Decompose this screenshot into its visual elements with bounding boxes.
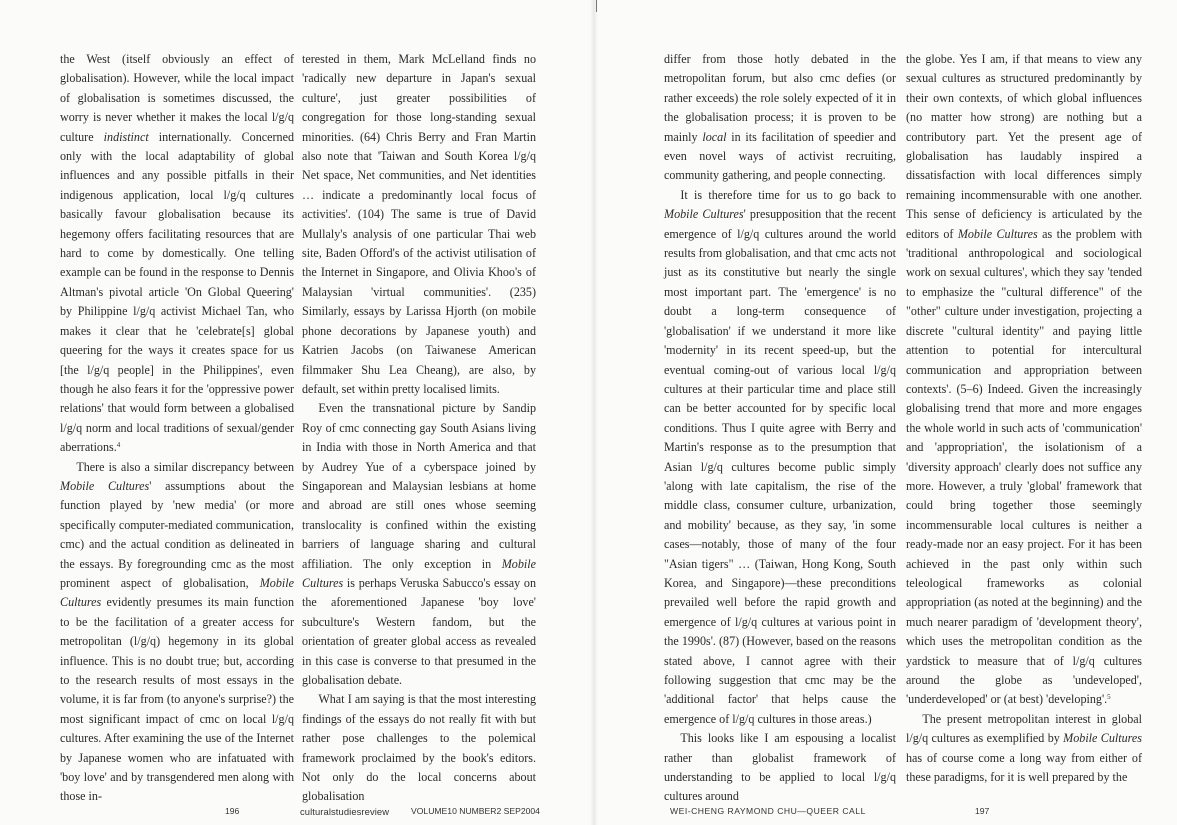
- paragraph: [302, 50, 536, 399]
- text-run: the West (itself obviously an effect of globalisation). However, while the local impact of globalisation is sometimes discussed, the worry is never whether it makes the local l/g/q culture: [60, 52, 294, 144]
- journal-issue: VOLUME10 NUMBER2 SEP2004: [411, 806, 540, 816]
- paragraph: [664, 729, 896, 807]
- text-run: has of course come a long way from either of these paradigms, for it is well prepared by the: [906, 750, 1142, 785]
- text-run: It is therefore time for us to go back to: [680, 187, 896, 202]
- text-run: ' presupposition that the recent emergence of l/g/q cultures around the world results from globalisation, and that cmc acts not just as its constitutive but nearly the single most important part. The 'emergence' is no doubt a long-term consequence of 'globalisation' if we understand it more like 'modernity' in its recent speed-up, but the eventual coming-out of various local l/g/q cultures at their particular time and place still can be better accounted for by specific local conditions. Thus I quite agree with Berry and Martin's response as to the presumption that Asian l/g/q cultures become public simply 'along with late capitalism, the rise of the middle class, consumer culture, urbanization, and mobility' because, as they say, 'in some cases—notably, those of many of the four "Asian tigers" … (Taiwan, Hong Kong, South Korea, and Singapore)—these preconditions prevailed well before the rapid growth and emergence of l/g/q cultures at various point in the 1990s'. (87) (However, based on the reasons stated above, I cannot agree with their following suggestion that cmc may be the 'additional factor' that helps cause the emergence of l/g/q cultures in those areas.): [664, 207, 896, 726]
- paragraph: [906, 710, 1142, 788]
- paragraph: [60, 458, 294, 807]
- text-run: is perhaps Veruska Sabucco's essay on the aforementioned Japanese 'boy love' subculture's Western fandom, but the orientation of greater global access as revealed in this case is converse to that presumed in the globalisation debate.: [302, 575, 536, 687]
- paragraph: [302, 690, 536, 806]
- left-page-column-1: [60, 50, 294, 807]
- text-run: differ from those hotly debated in the metropolitan forum, but also cmc defies (or rather exceeds) the role solely expected of it in the globalisation process; it is proven to be mainly: [664, 52, 896, 144]
- footnote-marker: 4: [116, 441, 121, 450]
- page-number: 196: [225, 806, 240, 816]
- italic-text: local: [702, 129, 727, 144]
- italic-text: Mobile Cultures: [664, 207, 744, 222]
- text-run: There is also a similar discrepancy between: [76, 459, 294, 474]
- italic-text: indistinct: [103, 129, 149, 144]
- italic-text: Mobile Cultures: [1063, 731, 1142, 746]
- footnote-marker: 5: [1107, 693, 1111, 702]
- text-run: What I am saying is that the most interesting findings of the essays do not really fit with but rather pose challenges to the polemical framework proclaimed by the book's editors. Not only do the local concerns about globalisation: [302, 692, 536, 804]
- italic-text: Mobile Cultures: [957, 226, 1038, 241]
- right-page-column-1: [664, 50, 896, 807]
- paragraph: [664, 50, 896, 186]
- text-run: ' assumptions about the function played by 'new media' (or more specifically computer-mediated communication, cmc) and the actual condition as delineated in the essays. By foregrounding cmc as the most prominent aspect of globalisation,: [60, 478, 294, 590]
- text-run: as the problem with 'traditional anthropological and sociological work on sexual cultures', which they say 'tended to emphasize the "cultural difference" of the "other" culture under investigation, projecting a discrete "cultural identity" and paying little attention to potential for intercultural communication and appropriation between contexts'. (5–6) Indeed. Given the increasingly globalising trend that more and more engages the whole world in such acts of 'communication' and 'appropriation', the isolationism of a 'diversity approach' clearly does not suffice any more. However, a truly 'global' framework that could bring together those seemingly incommensurable local cultures is neither a ready-made nor an easy project. For it has been achieved in the past only within such teleological frameworks as colonial appropriation (as noted at the beginning) and the much nearer paradigm of 'development theory', which uses the metropolitan condition as the yardstick to measure that of l/g/q cultures around the globe as 'undeveloped', 'underdeveloped' or (at best) 'developing'.: [906, 226, 1142, 707]
- text-run: Even the transnational picture by Sandip Roy of cmc connecting gay South Asians living in India with those in North America and that by Audrey Yue of a cyberspace joined by Singaporean and Malaysian lesbians at home and abroad are still ones whose seeming translocality is confined within the existing barriers of language sharing and cultural affiliation. The only exception in: [302, 401, 536, 571]
- text-run: the globe. Yes I am, if that means to view any sexual cultures as structured predominantly by their own contexts, of which global influences (no matter how strong) are nothing but a contributory part. Yet the present age of globalisation has laudably inspired a dissatisfaction with local differences simply remaining incommensurable with one another. This sense of deficiency is articulated by the editors of: [906, 52, 1142, 241]
- page-number: 197: [975, 806, 990, 816]
- italic-text: Mobile Cultures: [60, 575, 294, 610]
- text-run: terested in them, Mark McLelland finds no 'radically new departure in Japan's sexual culture', just greater possibilities of congregation for those long-standing sexual minorities. (64) Chris Berry and Fran Martin also note that 'Taiwan and South Korea l/g/q Net space, Net communities, and Net identities … indicate a predominantly local focus of activities'. (104) The same is true of David Mullaly's analysis of one particular Thai web site, Baden Offord's of the activist utilisation of the Internet in Singapore, and Olivia Khoo's of Malaysian 'virtual communities'. (235) Similarly, essays by Larissa Hjorth (on mobile phone decorations by Japanese youth) and Katrien Jacobs (on Taiwanese American filmmaker Shu Lea Cheang), are also, by default, set within pretty localised limits.: [302, 52, 536, 396]
- italic-text: Mobile Cultures: [302, 556, 536, 590]
- right-page: [594, 0, 1177, 825]
- text-run: evidently presumes its main function to be the facilitation of a greater access for metropolitan (l/g/q) hegemony in its global influence. This is no doubt true; but, according to the research results of most essays in the volume, it is far from (to anyone's surprise?) the most significant impact of cmc on local l/g/q cultures. After examining the use of the Internet by Japanese women who are infatuated with 'boy love' and by transgendered men along with those in-: [60, 595, 294, 804]
- paragraph: [906, 50, 1142, 710]
- paragraph: [60, 50, 294, 458]
- text-run: This looks like I am espousing a localist rather than globalist framework of understanding to be applied to local l/g/q cultures around: [664, 731, 896, 804]
- italic-text: Mobile Cultures: [60, 478, 150, 493]
- right-page-column-2: [906, 50, 1142, 787]
- running-head: WEI-CHENG RAYMOND CHU—QUEER CALL: [670, 806, 866, 816]
- text-run: in its facilitation of speedier and even novel ways of activist recruiting, community gathering, and people connecting.: [664, 129, 896, 183]
- journal-name: culturalstudiesreview: [300, 806, 390, 817]
- paragraph: [664, 186, 896, 729]
- paragraph: [302, 399, 536, 690]
- text-run: internationally. Concerned only with the local adaptability of global influences and any possible pitfalls in their indigenous application, local l/g/q cultures basically favour globalisation because its hegemony offers facilitating resources that are hard to come by domestically. One telling example can be found in the response to Dennis Altman's pivotal article 'On Global Queering' by Philippine l/g/q activist Michael Tan, who makes it clear that he 'celebrate[s] global queering for the ways it creates space for us [the l/g/q people] in the Philippines', even though he also fears it for the 'oppressive power relations' that would form between a globalised l/g/q norm and local traditions of sexual/gender aberrations.: [60, 129, 294, 455]
- left-page-column-2: [302, 50, 536, 807]
- text-run: The present metropolitan interest in global l/g/q cultures as exemplified by: [906, 711, 1142, 746]
